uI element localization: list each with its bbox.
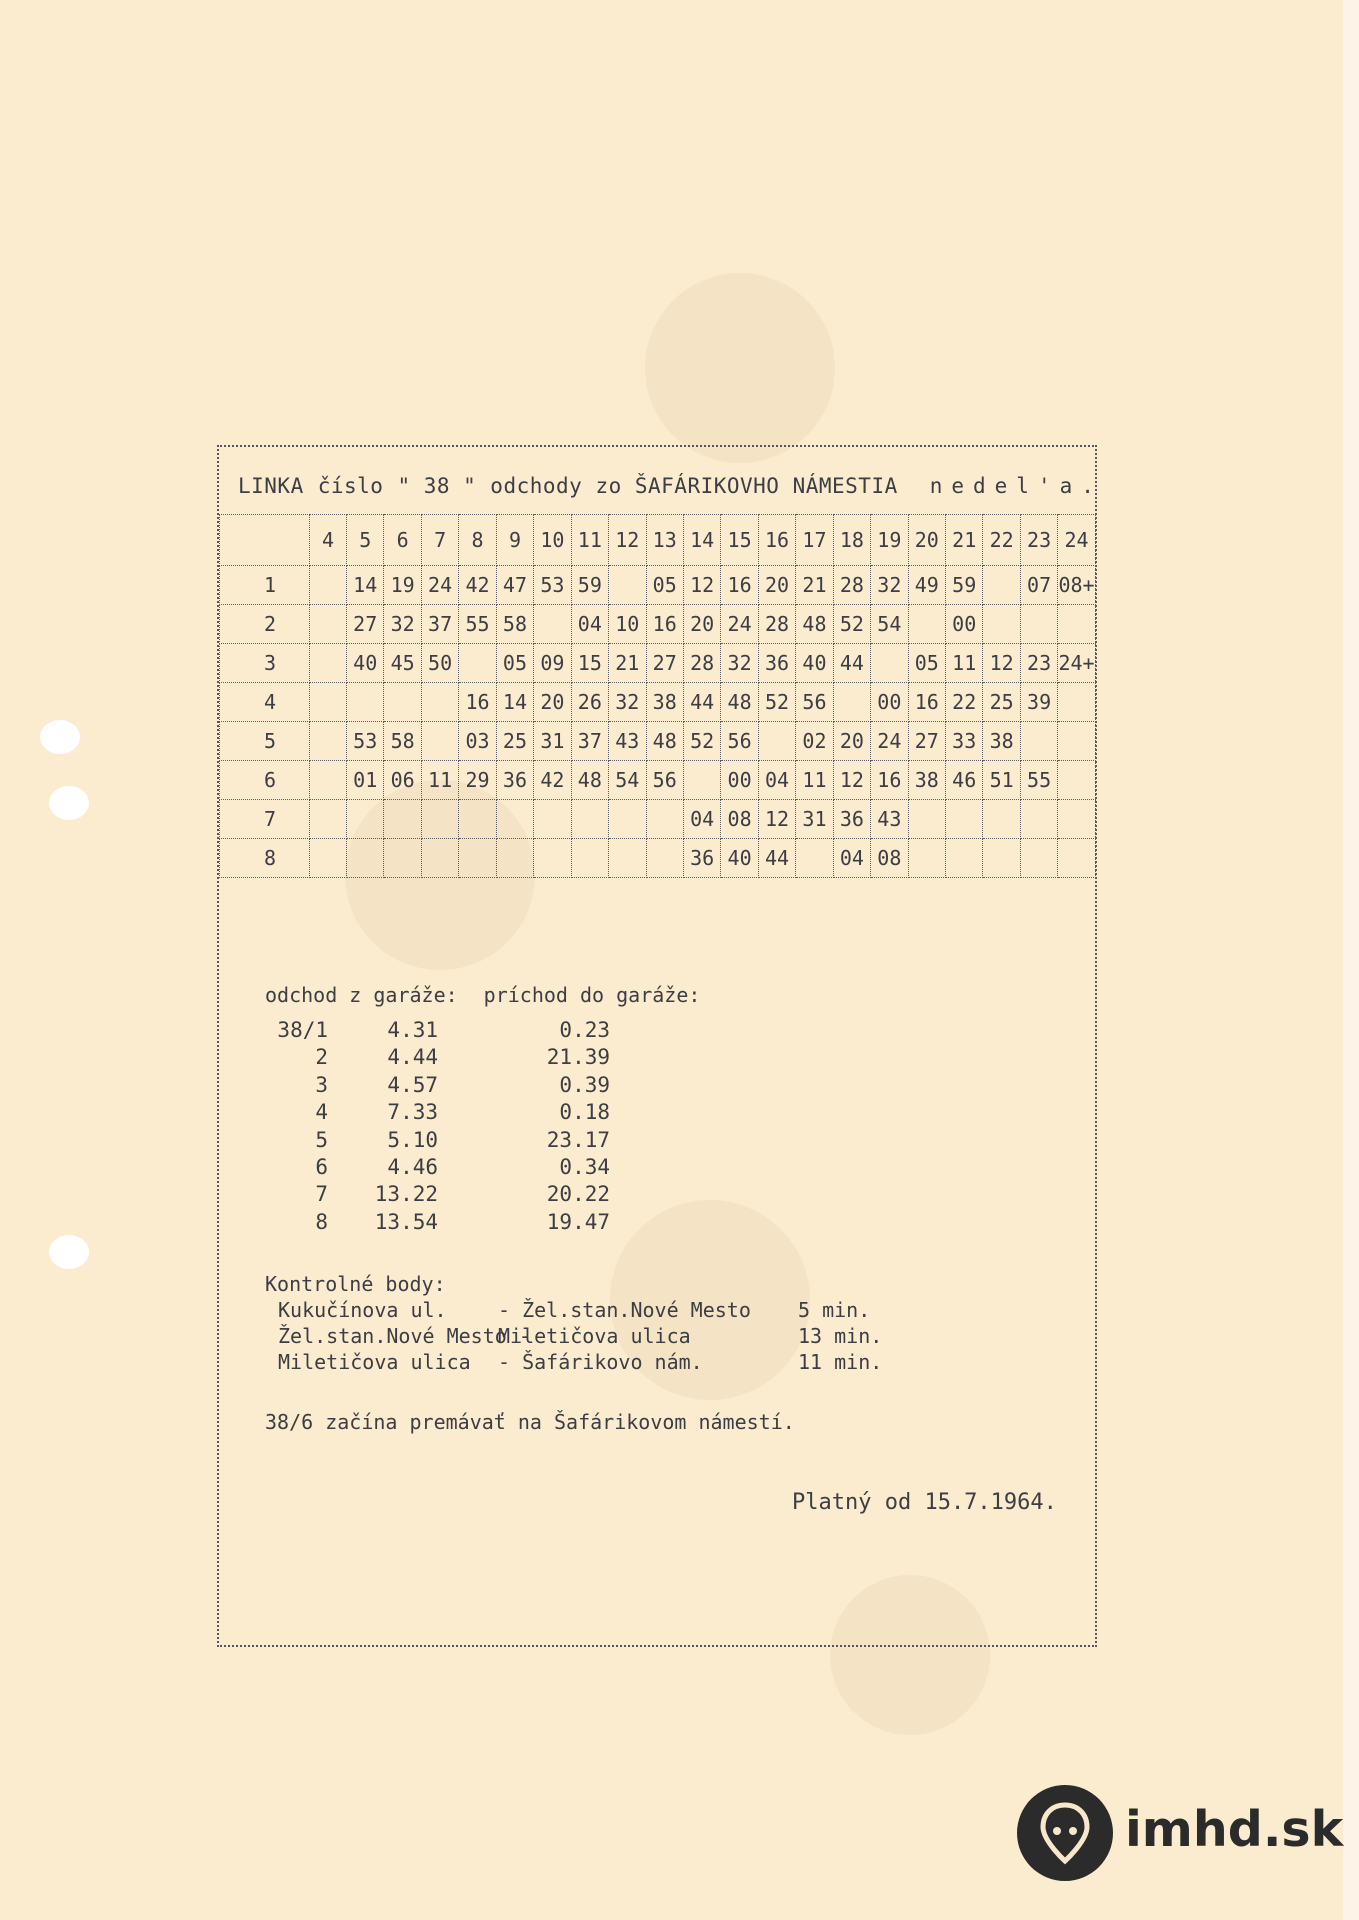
minute-cell: 04 <box>683 800 720 839</box>
table-row <box>220 839 1096 878</box>
minute-cell: 14 <box>496 683 533 722</box>
arrival-time: 0.18 <box>559 1100 610 1125</box>
vehicle-id: 2 <box>315 1045 328 1070</box>
minute-cell: 44 <box>833 644 870 683</box>
minute-cell: 47 <box>496 566 533 605</box>
minute-cell <box>384 800 421 839</box>
note-text: 38/6 začína premávať na Šafárikovom námestí. <box>265 1410 795 1434</box>
minute-cell: 12 <box>983 644 1020 683</box>
garage-row <box>270 1128 630 1155</box>
minute-cell: 56 <box>796 683 833 722</box>
hour-header: 19 <box>871 515 908 566</box>
course-label: 8 <box>220 839 310 878</box>
arrival-time: 0.39 <box>559 1072 610 1097</box>
garage-row <box>270 1210 630 1237</box>
minute-cell: 20 <box>534 683 571 722</box>
minute-cell <box>908 839 945 878</box>
to-stop: Miletičova ulica <box>498 1324 691 1348</box>
minute-cell <box>347 839 384 878</box>
hour-header: 8 <box>459 515 496 566</box>
minute-cell <box>459 839 496 878</box>
minute-cell: 40 <box>796 644 833 683</box>
minute-cell: 38 <box>908 761 945 800</box>
vehicle-id: 7 <box>315 1182 328 1207</box>
hour-header: 9 <box>496 515 533 566</box>
travel-time: 5 min. <box>798 1298 871 1322</box>
valid-from: Platný od 15.7.1964. <box>792 1490 1057 1515</box>
minute-cell: 59 <box>946 566 983 605</box>
minute-cell: 54 <box>871 605 908 644</box>
course-label: 6 <box>220 761 310 800</box>
vehicle-id: 6 <box>315 1155 328 1179</box>
garage-row <box>270 1018 630 1045</box>
minute-cell: 56 <box>721 722 758 761</box>
minute-cell: 40 <box>721 839 758 878</box>
table-row <box>220 800 1096 839</box>
line-number: " 38 " <box>397 474 477 498</box>
departure-time: 4.46 <box>387 1155 438 1179</box>
control-points-heading: Kontrolné body: <box>265 1272 446 1296</box>
minute-cell: 38 <box>983 722 1020 761</box>
document-title <box>238 474 1103 504</box>
minute-cell <box>534 800 571 839</box>
minute-cell: 58 <box>384 722 421 761</box>
minute-cell: 20 <box>833 722 870 761</box>
minute-cell: 32 <box>609 683 646 722</box>
minute-cell: 44 <box>758 839 795 878</box>
hour-header: 14 <box>683 515 720 566</box>
minute-cell: 42 <box>534 761 571 800</box>
minute-cell <box>983 839 1020 878</box>
minute-cell: 48 <box>571 761 608 800</box>
garage-row <box>270 1182 630 1209</box>
minute-cell: 21 <box>609 644 646 683</box>
minute-cell: 04 <box>833 839 870 878</box>
arrival-time: 19.47 <box>546 1209 610 1234</box>
minute-cell: 46 <box>946 761 983 800</box>
hour-header: 15 <box>721 515 758 566</box>
garage-row <box>270 1155 630 1182</box>
from-stop: Kukučínova ul. <box>278 1298 447 1322</box>
garage-row <box>270 1100 630 1127</box>
minute-cell <box>310 800 347 839</box>
hour-header: 7 <box>421 515 458 566</box>
minute-cell <box>384 683 421 722</box>
minute-cell <box>1020 722 1057 761</box>
departure-time: 7.33 <box>387 1100 438 1125</box>
minute-cell: 58 <box>496 605 533 644</box>
minute-cell <box>1020 800 1057 839</box>
minute-cell: 12 <box>833 761 870 800</box>
course-label: 4 <box>220 683 310 722</box>
arrival-time: 20.22 <box>546 1182 610 1207</box>
minute-cell: 00 <box>871 683 908 722</box>
minute-cell: 36 <box>833 800 870 839</box>
title-text: odchody zo ŠAFÁRIKOVHO NÁMESTIA <box>490 474 898 498</box>
minute-cell: 32 <box>384 605 421 644</box>
minute-cell: 55 <box>1020 761 1057 800</box>
minute-cell: 10 <box>609 605 646 644</box>
minute-cell: 43 <box>609 722 646 761</box>
minute-cell <box>946 800 983 839</box>
vehicle-id: 4 <box>315 1100 328 1125</box>
minute-cell: 48 <box>721 683 758 722</box>
hour-header: 18 <box>833 515 870 566</box>
departure-time: 4.31 <box>387 1018 438 1042</box>
minute-cell: 28 <box>683 644 720 683</box>
departure-time: 13.54 <box>374 1209 438 1234</box>
minute-cell: 20 <box>758 566 795 605</box>
minute-cell <box>310 644 347 683</box>
departure-label: odchod z garáže: <box>265 983 458 1007</box>
minute-cell <box>310 722 347 761</box>
minute-cell <box>459 644 496 683</box>
minute-cell: 32 <box>721 644 758 683</box>
minute-cell: 27 <box>646 644 683 683</box>
corner-cell <box>220 515 310 566</box>
minute-cell <box>983 605 1020 644</box>
minute-cell: 00 <box>946 605 983 644</box>
minute-cell <box>1058 761 1095 800</box>
course-label: 3 <box>220 644 310 683</box>
minute-cell: 11 <box>796 761 833 800</box>
minute-cell: 31 <box>796 800 833 839</box>
minute-cell: 37 <box>571 722 608 761</box>
pin-icon <box>1017 1785 1113 1881</box>
travel-time: 11 min. <box>798 1350 883 1374</box>
table-row <box>220 605 1096 644</box>
minute-cell <box>571 800 608 839</box>
title-cislo: číslo <box>317 474 384 498</box>
minute-cell: 11 <box>946 644 983 683</box>
minute-cell: 52 <box>683 722 720 761</box>
departure-time: 13.22 <box>374 1182 438 1207</box>
minute-cell: 06 <box>384 761 421 800</box>
minute-cell: 36 <box>496 761 533 800</box>
minute-cell: 37 <box>421 605 458 644</box>
minute-cell <box>496 839 533 878</box>
minute-cell: 50 <box>421 644 458 683</box>
arrival-label: príchod do garáže: <box>483 983 701 1007</box>
minute-cell: 32 <box>871 566 908 605</box>
from-stop: Žel.stan.Nové Mesto - <box>278 1324 531 1348</box>
minute-cell: 51 <box>983 761 1020 800</box>
minute-cell: 12 <box>683 566 720 605</box>
arrival-time: 0.34 <box>559 1155 610 1179</box>
minute-cell <box>347 800 384 839</box>
minute-cell: 26 <box>571 683 608 722</box>
minute-cell <box>347 683 384 722</box>
departure-time: 4.44 <box>387 1045 438 1070</box>
minute-cell: 09 <box>534 644 571 683</box>
minute-cell: 39 <box>1020 683 1057 722</box>
minute-cell <box>1020 839 1057 878</box>
minute-cell: 52 <box>833 605 870 644</box>
minute-cell: 24 <box>421 566 458 605</box>
hour-header: 22 <box>983 515 1020 566</box>
minute-cell <box>609 566 646 605</box>
table-row <box>220 566 1096 605</box>
arrival-time: 23.17 <box>546 1127 610 1152</box>
from-stop: Miletičova ulica <box>278 1350 471 1374</box>
minute-cell <box>1058 839 1095 878</box>
minute-cell: 45 <box>384 644 421 683</box>
minute-cell: 42 <box>459 566 496 605</box>
table-row <box>220 722 1096 761</box>
minute-cell: 20 <box>683 605 720 644</box>
minute-cell: 21 <box>796 566 833 605</box>
minute-cell: 25 <box>983 683 1020 722</box>
vehicle-id: 38/1 <box>277 1018 328 1042</box>
travel-time: 13 min. <box>798 1324 883 1348</box>
minute-cell <box>646 839 683 878</box>
table-row <box>220 683 1096 722</box>
vehicle-id: 5 <box>315 1127 328 1152</box>
minute-cell: 24+ <box>1058 644 1095 683</box>
hour-header: 10 <box>534 515 571 566</box>
minute-cell <box>983 566 1020 605</box>
minute-cell <box>1058 683 1095 722</box>
minute-cell: 24 <box>721 605 758 644</box>
course-label: 7 <box>220 800 310 839</box>
minute-cell <box>871 644 908 683</box>
minute-cell: 27 <box>908 722 945 761</box>
table-row <box>220 644 1096 683</box>
minute-cell <box>758 722 795 761</box>
hour-header: 6 <box>384 515 421 566</box>
minute-cell: 16 <box>459 683 496 722</box>
minute-cell <box>1058 800 1095 839</box>
minute-cell: 55 <box>459 605 496 644</box>
punch-hole <box>40 720 80 754</box>
hour-header: 21 <box>946 515 983 566</box>
minute-cell: 02 <box>796 722 833 761</box>
minute-cell: 48 <box>646 722 683 761</box>
minute-cell <box>983 800 1020 839</box>
brand-logo <box>1017 1785 1344 1881</box>
minute-cell <box>534 605 571 644</box>
minute-cell: 48 <box>796 605 833 644</box>
garage-header <box>265 983 726 1007</box>
brand-name: imhd.sk <box>1125 1801 1344 1858</box>
minute-cell: 08+ <box>1058 566 1095 605</box>
minute-cell <box>421 839 458 878</box>
minute-cell: 04 <box>758 761 795 800</box>
minute-cell: 53 <box>534 566 571 605</box>
minute-cell: 19 <box>384 566 421 605</box>
course-label: 1 <box>220 566 310 605</box>
minute-cell: 16 <box>721 566 758 605</box>
minute-cell: 52 <box>758 683 795 722</box>
minute-cell: 05 <box>496 644 533 683</box>
minute-cell: 16 <box>646 605 683 644</box>
page-edge <box>1343 0 1359 1920</box>
watermark-icon <box>645 273 835 463</box>
minute-cell <box>796 839 833 878</box>
punch-hole <box>49 1235 89 1269</box>
minute-cell: 38 <box>646 683 683 722</box>
minute-cell: 12 <box>758 800 795 839</box>
hour-header: 5 <box>347 515 384 566</box>
hour-header: 12 <box>609 515 646 566</box>
table-row <box>220 761 1096 800</box>
minute-cell: 16 <box>908 683 945 722</box>
minute-cell <box>534 839 571 878</box>
minute-cell <box>421 800 458 839</box>
timetable <box>219 514 1096 878</box>
minute-cell: 25 <box>496 722 533 761</box>
garage-row <box>270 1073 630 1100</box>
minute-cell: 24 <box>871 722 908 761</box>
minute-cell: 33 <box>946 722 983 761</box>
minute-cell: 08 <box>871 839 908 878</box>
garage-row <box>270 1045 630 1072</box>
minute-cell: 00 <box>721 761 758 800</box>
minute-cell <box>496 800 533 839</box>
minute-cell <box>1058 722 1095 761</box>
title-day: nedel'a. <box>929 474 1103 498</box>
minute-cell <box>571 839 608 878</box>
minute-cell <box>310 605 347 644</box>
minute-cell <box>609 800 646 839</box>
minute-cell: 31 <box>534 722 571 761</box>
departure-time: 5.10 <box>387 1127 438 1152</box>
minute-cell: 01 <box>347 761 384 800</box>
minute-cell: 36 <box>683 839 720 878</box>
minute-cell <box>310 839 347 878</box>
minute-cell <box>833 683 870 722</box>
minute-cell <box>908 605 945 644</box>
minute-cell <box>421 683 458 722</box>
minute-cell: 56 <box>646 761 683 800</box>
minute-cell: 22 <box>946 683 983 722</box>
minute-cell: 08 <box>721 800 758 839</box>
minute-cell: 54 <box>609 761 646 800</box>
minute-cell: 05 <box>646 566 683 605</box>
minute-cell: 27 <box>347 605 384 644</box>
punch-hole <box>49 786 89 820</box>
minute-cell <box>384 839 421 878</box>
vehicle-id: 3 <box>315 1072 328 1097</box>
minute-cell: 36 <box>758 644 795 683</box>
to-stop: - Šafárikovo nám. <box>498 1350 703 1374</box>
minute-cell <box>310 566 347 605</box>
course-label: 2 <box>220 605 310 644</box>
minute-cell: 49 <box>908 566 945 605</box>
minute-cell: 40 <box>347 644 384 683</box>
minute-cell <box>908 800 945 839</box>
minute-cell <box>609 839 646 878</box>
minute-cell: 29 <box>459 761 496 800</box>
minute-cell: 11 <box>421 761 458 800</box>
timetable-header <box>220 515 1096 566</box>
minute-cell: 59 <box>571 566 608 605</box>
minute-cell: 03 <box>459 722 496 761</box>
minute-cell <box>459 800 496 839</box>
course-label: 5 <box>220 722 310 761</box>
hour-header: 17 <box>796 515 833 566</box>
minute-cell <box>646 800 683 839</box>
hour-header: 16 <box>758 515 795 566</box>
minute-cell: 43 <box>871 800 908 839</box>
hour-header: 20 <box>908 515 945 566</box>
minute-cell: 44 <box>683 683 720 722</box>
arrival-time: 0.23 <box>559 1018 610 1042</box>
hour-header: 13 <box>646 515 683 566</box>
to-stop: - Žel.stan.Nové Mesto <box>498 1298 751 1322</box>
minute-cell <box>1058 605 1095 644</box>
title-linka: LINKA <box>238 474 304 498</box>
hour-header: 23 <box>1020 515 1057 566</box>
minute-cell: 05 <box>908 644 945 683</box>
minute-cell <box>310 683 347 722</box>
minute-cell <box>683 761 720 800</box>
hour-header: 24 <box>1058 515 1095 566</box>
minute-cell: 14 <box>347 566 384 605</box>
minute-cell: 53 <box>347 722 384 761</box>
minute-cell: 23 <box>1020 644 1057 683</box>
minute-cell <box>946 839 983 878</box>
vehicle-id: 8 <box>315 1209 328 1234</box>
minute-cell <box>421 722 458 761</box>
minute-cell: 16 <box>871 761 908 800</box>
departure-time: 4.57 <box>387 1072 438 1097</box>
minute-cell: 28 <box>758 605 795 644</box>
minute-cell: 04 <box>571 605 608 644</box>
arrival-time: 21.39 <box>546 1045 610 1070</box>
minute-cell: 07 <box>1020 566 1057 605</box>
hour-header: 4 <box>310 515 347 566</box>
minute-cell: 28 <box>833 566 870 605</box>
minute-cell: 15 <box>571 644 608 683</box>
minute-cell <box>1020 605 1057 644</box>
minute-cell <box>310 761 347 800</box>
hour-header: 11 <box>571 515 608 566</box>
